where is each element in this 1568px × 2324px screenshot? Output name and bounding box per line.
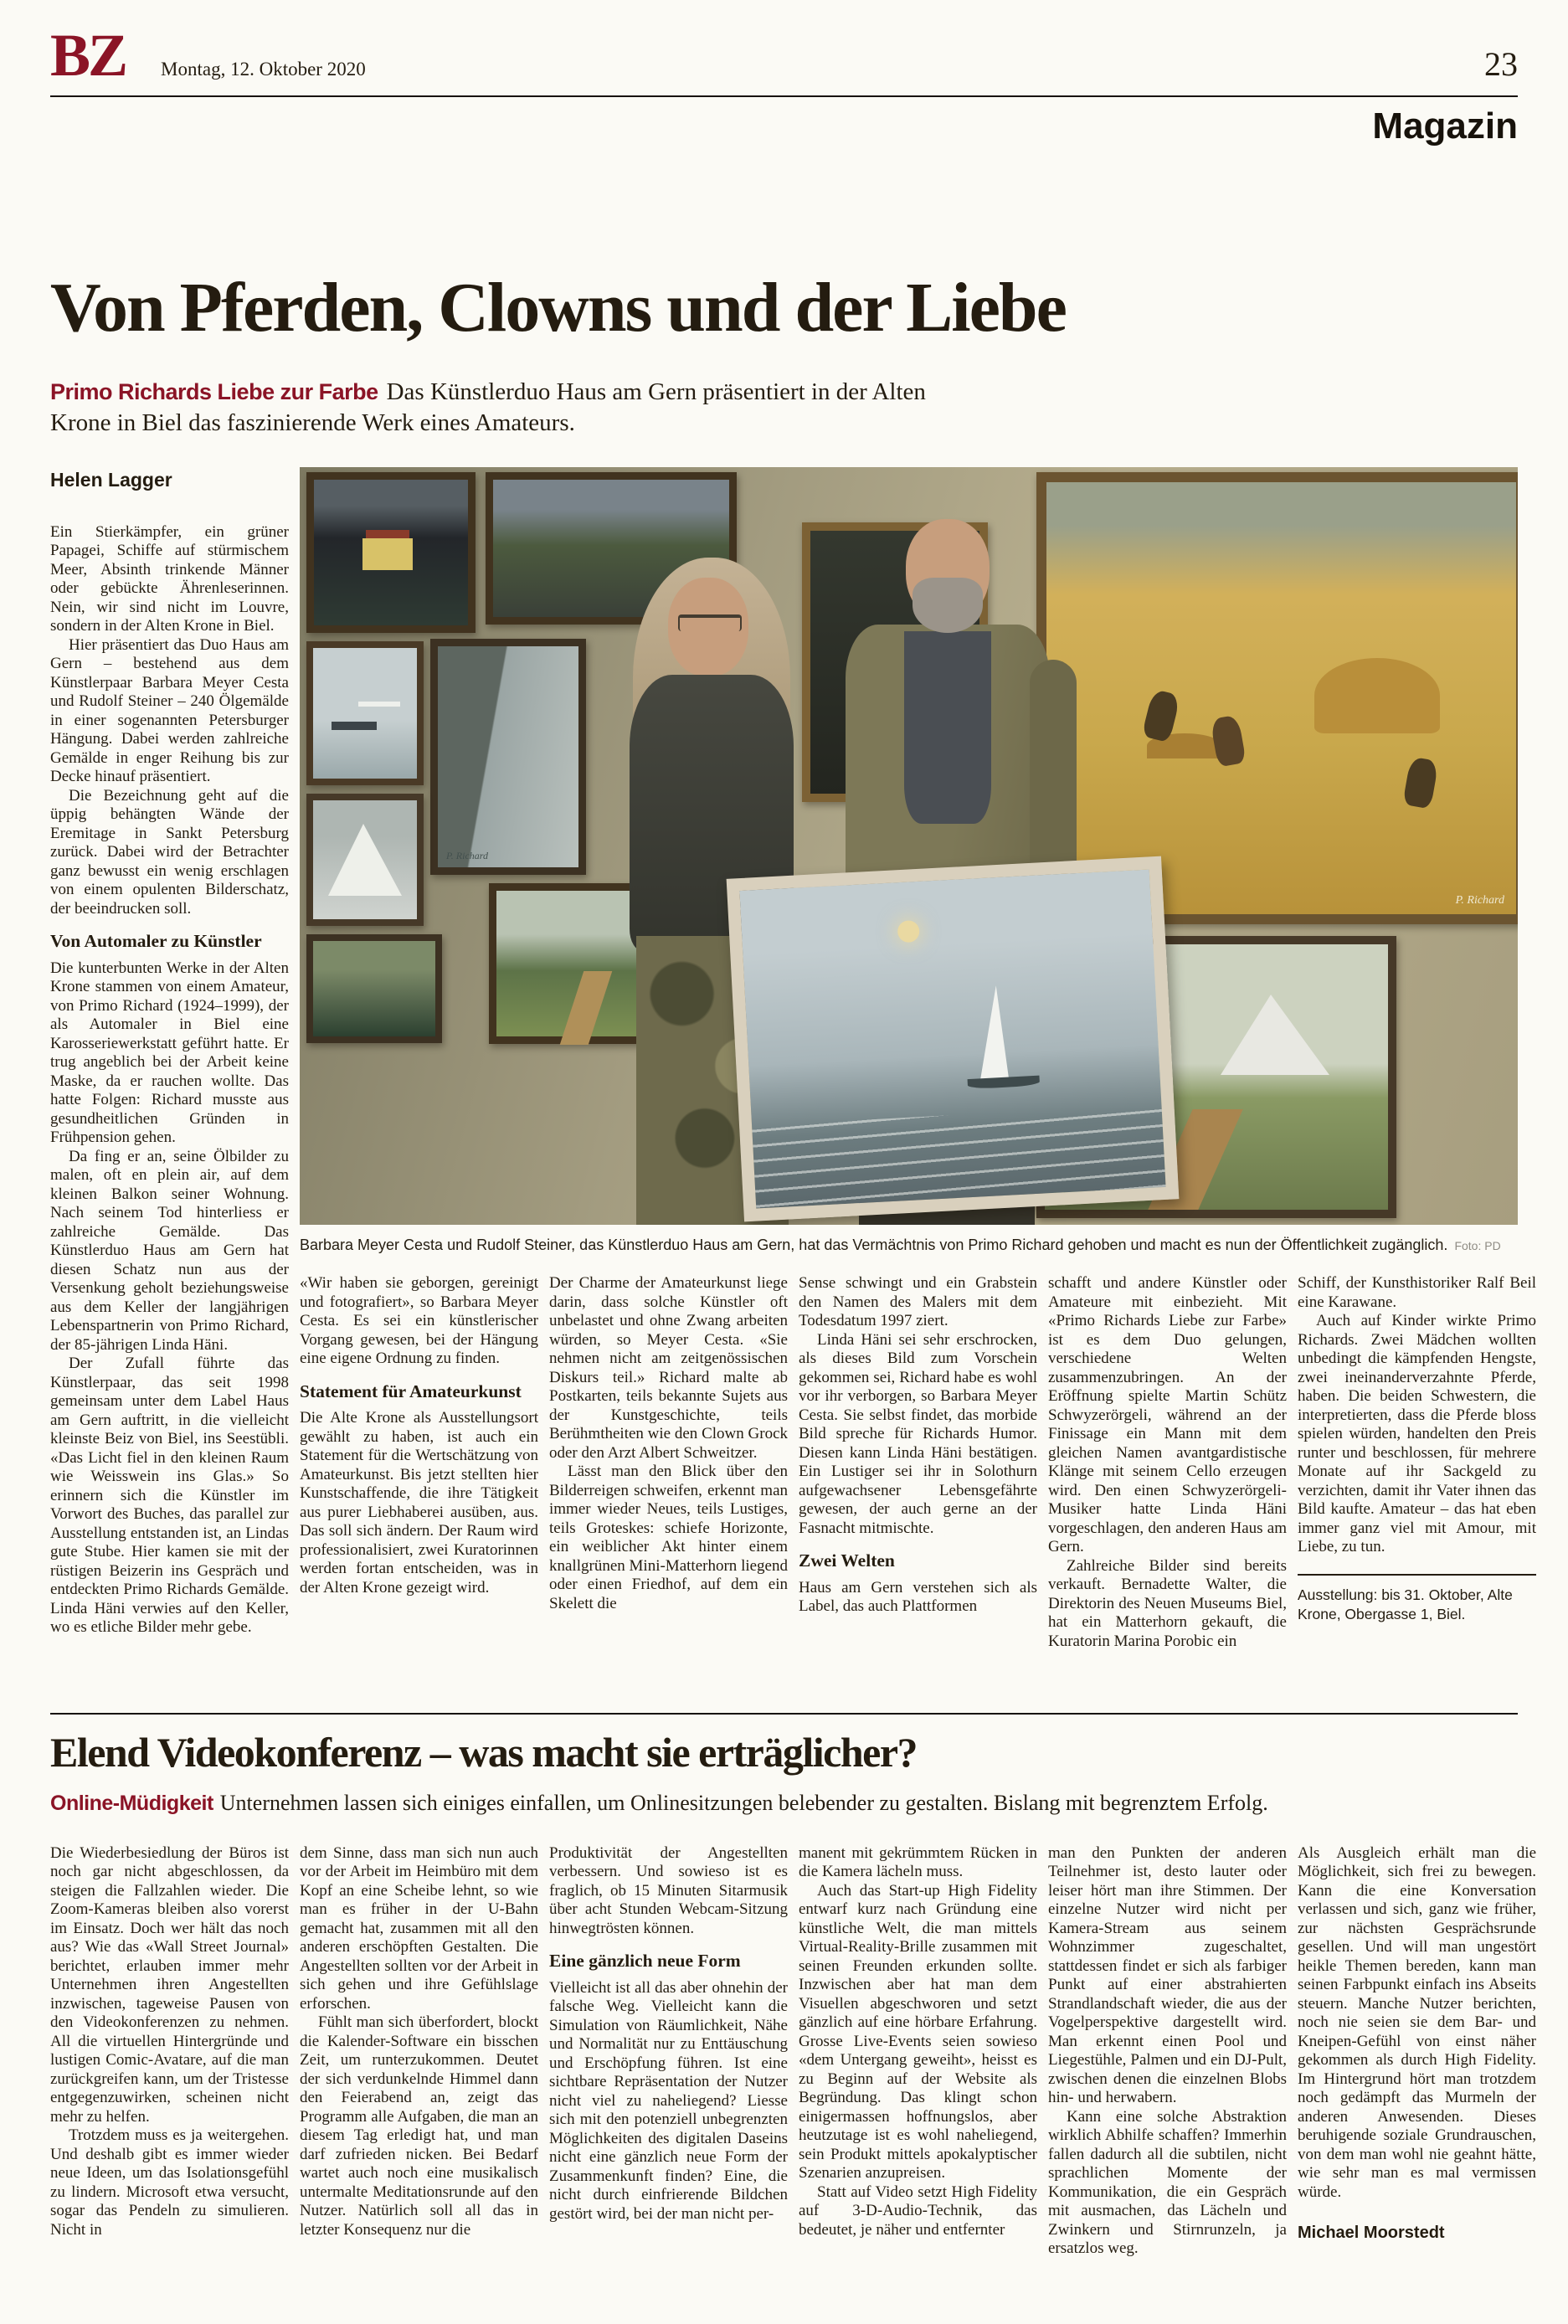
body-paragraph: Sense schwingt und ein Grabstein den Namen des Malers mit dem Todesdatum 1997 ziert. bbox=[799, 1274, 1037, 1330]
column-subhead: Eine gänzlich neue Form bbox=[549, 1951, 741, 1972]
body-paragraph: Die Alte Krone als Ausstellungsort gewählt zu haben, ist auch ein Statement für die Wertschätzung von Amateurkunst. Bis jetzt stellten hier Kunstschaffende, die ihre Tätigkeit aus purer Liebhaberei ausüben, aus. Das soll sich ändern. Der Raum wird professionalisiert, zwei Kuratorinnen werden fortan entscheiden, was in der Alten Krone gezeigt wird. bbox=[300, 1409, 538, 1596]
article1-column-2 bbox=[300, 1274, 538, 1661]
article2-column-6 bbox=[1298, 1844, 1536, 2267]
painter-signature: P. Richard bbox=[446, 850, 488, 862]
body-paragraph: Fühlt man sich überfordert, blockt die Kalender-Software ein bisschen Zeit, um runterzukommen. Deutet der sich verdunkelnde Himmel dann den Feierabend an, zeigt das Programm alle Aufgaben, die man an diesem Tag erledigt hat, und man darf zufrieden nicken. Bei Bedarf wartet auch noch eine musikalisch untermalte Meditationsrunde auf den Nutzer. Natürlich soll all das in letzter Konsequenz nur die bbox=[300, 2013, 538, 2239]
article1-photo bbox=[300, 467, 1518, 1225]
body-paragraph: Zahlreiche Bilder sind bereits verkauft. Bernadette Walter, die Direktorin des Neuen Museums Biel, hat ein Matterhorn gekauft, die Kuratorin Marina Porobic ein bbox=[1048, 1556, 1287, 1650]
author-name: Michael Moorstedt bbox=[1298, 2224, 1445, 2243]
article1-column-1-text bbox=[50, 523, 289, 1638]
body-paragraph: Der Charme der Amateurkunst liege darin, dass solche Künstler oft unbelastet und ohne Zwang arbeiten würden, so Meyer Cesta. «Sie nehmen nicht am zeitgenössischen Diskurs teil.» Richard malte ab Postkarten, teils bekannte Sujets aus der Kunstgeschichte, teils Berühmtheiten wie den Clown Grock oder den Arzt Albert Schweitzer. bbox=[549, 1274, 788, 1462]
gleaner-figure bbox=[1402, 757, 1439, 810]
body-paragraph: schafft und andere Künstler oder Amateure mit einbezieht. Mit «Primo Richards Liebe zur Farbe» ist es dem Duo gelungen, verschiedene Welten zusammenzubringen. An der Eröffnung spielte Martin Schütz Schwyzerörgeli, während an der Finissage ein Mann mit dem gleichen Namen avantgardistische Klänge mit seinem Cello erzeugen wird. Den einen Schwyzerörgeli-Musiker hatte Linda Häni vorgeschlagen, den anderen Haus am Gern. bbox=[1048, 1274, 1287, 1556]
article1-column-3 bbox=[549, 1274, 788, 1661]
body-paragraph: Die Bezeichnung geht auf die üppig behängten Wände der Eremitage in Sankt Petersburg zurück. Dabei wird der Betrachter ganz bewusst ein wenig erschlagen von einem opulenten Bilderschatz, der beeindrucken soll. bbox=[50, 786, 289, 918]
body-paragraph: Als Ausgleich erhält man die Möglichkeit, sich frei zu bewegen. Kann die eine Konversation verlassen und sich, ganz wie früher, zur nächsten Gesprächsrunde gesellen. Und will man ungestört heikle Themen bereden, kann man seinen Farbpunkt einfach ins Abseits steuern. Manche Nutzer berichten, noch nie seien sie dem Bar- und Kneipen-Gefühl von einst näher gekommen als durch High Fidelity. Im Hintergrund hört man trotzdem noch gedämpft das Murmeln der anderen Anwesenden. Dieses beruhigende soziale Grundrauschen, von dem man wohl nie geahnt hätte, wie sehr man es mal vermissen würde. bbox=[1298, 1843, 1536, 2201]
column-subhead: Zwei Welten bbox=[799, 1550, 895, 1571]
body-paragraph: Die kunterbunten Werke in der Alten Krone stammen von einem Amateur, von Primo Richard (1924–1999), der als Automaler in Biel eine Karosseriewerkstatt geführt hatte. Er trug angeblich bei der Arbeit keine Maske, da er rauchen wollte. Das hatte Folgen: Richard musste aus gesundheitlichen Gründen in Frühpension gehen. bbox=[50, 959, 289, 1147]
sailboat-hull bbox=[967, 1076, 1040, 1089]
body-paragraph: Produktivität der Angestellten verbessern. Und sowieso ist es fraglich, ob 15 Minuten Sitarmusik über acht Stunden Webcam-Sitzung hinwegtrösten können. bbox=[549, 1843, 788, 1937]
photo-credit: Foto: PD bbox=[1454, 1239, 1501, 1253]
column-subhead: Von Automaler zu Künstler bbox=[50, 931, 262, 952]
body-paragraph: Hier präsentiert das Duo Haus am Gern – bestehend aus dem Künstlerpaar Barbara Meyer Cesta und Rudolf Steiner – 240 Ölgemälde in einer sogenannten Petersburger Hängung. Dabei werden zahlreiche Gemälde in enger Reihung bis zur Decke hinauf präsentiert. bbox=[50, 635, 289, 786]
body-paragraph: Der Zufall führte das Künstlerpaar, das seit 1998 gemeinsam unter dem Label Haus am Gern auftritt, in die vielleicht kleinste Beiz von Biel, ins Seestübli. «Das Licht fiel in den kleinen Raum wie Weisswein ins Glas.» So erinnern sich die Künstler im Vorwort des Buches, das parallel zur Ausstellung entstanden ist, an Lindas gute Stube. Hier kamen sie mit der rüstigen Beizerin ins Gespräch und entdeckten Primo Richards Gemälde. Linda Häni verwies auf den Keller, wo es etliche Bilder mehr gebe. bbox=[50, 1355, 289, 1637]
body-paragraph: Haus am Gern verstehen sich als Label, das auch Plattformen bbox=[799, 1578, 1037, 1616]
sea-waves bbox=[752, 1104, 1165, 1208]
woman-glasses bbox=[678, 614, 742, 631]
article2-column-3 bbox=[549, 1844, 788, 2267]
article1-column-6 bbox=[1298, 1274, 1536, 1661]
body-paragraph: Da fing er an, seine Ölbilder zu malen, oft en plein air, auf dem kleinen Balkon seiner Wohnung. Nach seinem Tod hinterliess er zahlreiche Gemälde. Das Künstlerduo Haus am Gern hat diesen Schatz nun aus der Versenkung geholt beziehungsweise aus dem Keller der langjährigen Lebenspartnerin von Primo Richard, der 85-jährigen Linda Häni. bbox=[50, 1147, 289, 1354]
body-paragraph: Ein Stierkämpfer, ein grüner Papagei, Schiffe auf stürmischem Meer, Absinth trinkende Männer oder gebückte Ährenleserinnen. Nein, wir sind nicht im Louvre, sondern in der Alten Krone in Biel. bbox=[50, 522, 289, 635]
section-title: Magazin bbox=[1372, 105, 1518, 147]
article1-right-area bbox=[300, 467, 1536, 1691]
article1-byline: Helen Lagger bbox=[50, 469, 172, 491]
painting-mountain-peak bbox=[306, 794, 424, 926]
article2-columns bbox=[50, 1843, 1536, 2267]
painting-boats bbox=[306, 641, 424, 785]
article-videokonferenz bbox=[50, 1728, 1536, 2267]
body-paragraph: Auch auf Kinder wirkte Primo Richards. Zwei Mädchen wollten unbedingt die kämpfenden Hengste, zwei ineinanderverzahnte Pferde, haben. Die beiden Schwestern, die interpretierten, dass die Pferde bloss spielen würden, handelten den Preis runter und beschlossen, für mehrere Monate auf ihr Sackgeld zu verzichten, damit ihr Vater ihnen das Bild kaufte. Amateur – das hat eben immer ganz viel mit Amour, mit Liebe, zu tun. bbox=[1298, 1312, 1536, 1556]
article2-lead bbox=[50, 1790, 1518, 1818]
painter-signature: P. Richard bbox=[1455, 894, 1504, 907]
photo-caption bbox=[300, 1237, 1518, 1254]
painting-green-landscape bbox=[306, 934, 442, 1043]
bz-logo: BZ bbox=[50, 22, 126, 89]
article1-headline: Von Pferden, Clowns und der Liebe bbox=[50, 269, 1066, 347]
article1-kicker: Primo Richards Liebe zur Farbe bbox=[50, 379, 378, 404]
article2-column-1 bbox=[50, 1844, 289, 2267]
article1-columns-2-6 bbox=[300, 1274, 1536, 1661]
article2-headline: Elend Videokonferenz – was macht sie erträglicher? bbox=[50, 1729, 918, 1776]
article2-lead-text: Unternehmen lassen sich einiges einfallen, um Onlinesitzungen belebender zu gestalten. Bislang mit begrenztem Erfolg. bbox=[219, 1791, 1268, 1816]
article1-body bbox=[50, 467, 1536, 1691]
photo-caption-text: Barbara Meyer Cesta und Rudolf Steiner, das Künstlerduo Haus am Gern, hat das Vermächtnis von Primo Richard gehoben und macht es nun der Öffentlichkeit zugänglich. bbox=[300, 1237, 1448, 1254]
masthead-rule bbox=[50, 95, 1518, 97]
article2-column-4 bbox=[799, 1844, 1037, 2267]
body-paragraph: Lässt man den Blick über den Bilderreigen schweifen, erkennt man immer wieder Neues, teils Lustiges, teils Groteskes: schiefe Horizonte, ein weiblicher Akt hinter einem knallgrünen Mini-Matterhorn liegend oder einen Friedhof, auf dem ein Skelett die bbox=[549, 1463, 788, 1612]
issue-date: Montag, 12. Oktober 2020 bbox=[161, 59, 366, 80]
body-paragraph: dem Sinne, dass man sich nun auch vor der Arbeit im Heimbüro mit dem Kopf an eine Scheibe lehnt, so wie man es früher in der U-Bahn gemacht hat, zusammen mit all den anderen erschöpften Gestalten. Die Angestellten sollten vor der Arbeit in sich gehen und ihre Gefühlslage erforschen. bbox=[300, 1843, 538, 2013]
man-beard bbox=[913, 578, 983, 633]
sailboat-sail bbox=[974, 985, 1010, 1086]
article-primo-richard bbox=[50, 269, 1536, 1691]
body-paragraph: Die Wiederbesiedlung der Büros ist noch gar nicht abgeschlossen, da steigen die Fallzahlen wieder. Die Zoom-Kameras bleiben also vorerst im Einsatz. Doch wer hält das noch aus? Wie das «Wall Street Journal» berichtet, erlauben immer mehr Unternehmen ihren Angestellten inzwischen, tageweise Pausen von den Videokonferenzen zu nehmen. All die virtuellen Hintergründe und lustigen Comic-Avatare, auf die man zurückgreifen kann, um der Tristesse entgegenzuwirken, scheinen nicht mehr zu helfen. bbox=[50, 1843, 289, 2126]
body-paragraph: Statt auf Video setzt High Fidelity auf 3-D-Audio-Technik, das bedeutet, je näher und entfernter bbox=[799, 2183, 1037, 2239]
article1-column-4 bbox=[799, 1274, 1037, 1661]
body-paragraph: Schiff, der Kunsthistoriker Ralf Beil eine Karawane. bbox=[1298, 1274, 1536, 1311]
haystack-shape bbox=[1314, 658, 1440, 733]
body-paragraph: Vielleicht ist all das aber ohnehin der falsche Weg. Vielleicht kann die Simulation von Räumlichkeit, Nähe und Normalität nur zu Enttäuschung und Erschöpfung führen. Ist eine sichtbare Repräsentation der Nutzer nicht viel zu naheliegend? Liesse sich mit den potenziell unbegrenzten Möglichkeiten des digitalen Daseins nicht eine gänzlich neue Form der Zusammenkunft finden? Eine, die nicht durch einfrierende Bildchen gestört wird, bei der man nicht per- bbox=[549, 1978, 788, 2223]
article1-lead-text: Das Künstlerduo Haus am Gern präsentiert in der Alten Krone in Biel das faszinierende Werk eines Amateurs. bbox=[50, 378, 926, 437]
mountain-shape bbox=[1221, 995, 1329, 1075]
body-paragraph: man den Punkten der anderen Teilnehmer ist, desto lauter oder leiser hört man ihre Stimmen. Der einzelne Nutzer wird nicht per Kamera-Stream aus seinem Wohnzimmer zugeschaltet, stattdessen findet er sich als farbiger Punkt auf einer abstrahierten Strandlandschaft wieder, die aus der Vogelperspektive dargestellt wird. Man erkennt einen Pool und Liegestühle, Palmen und ein DJ-Pult, zwischen denen die einzelnen Blobs hin- und herwabern. bbox=[1048, 1843, 1287, 2107]
column-rule bbox=[1298, 1574, 1536, 1576]
body-paragraph: «Wir haben sie geborgen, gereinigt und fotografiert», so Barbara Meyer Cesta. Es sei ein künstlerischer Vorgang gewesen, bei der Hängung eine eigene Ordnung zu finden. bbox=[300, 1274, 538, 1368]
masthead bbox=[50, 22, 1518, 89]
held-sailboat-painting bbox=[727, 856, 1180, 1222]
article1-column-5 bbox=[1048, 1274, 1287, 1661]
painting-dark-house bbox=[306, 472, 476, 633]
body-paragraph: Auch das Start-up High Fidelity entwarf kurz nach Gründung eine künstliche Welt, die man mittels Virtual-Reality-Brille zusammen mit seinen Freunden erkunden sollte. Inzwischen aber hat man dem Visuellen abgeschworen und setzt gänzlich auf eine hörbare Erfahrung. Grosse Live-Events seien sowieso «dem Untergang geweiht», heisst es zu Beginn auf der Website als Begründung. Das klingt schon einigermassen hoffnungslos, aber heutzutage ist es wohl naheliegend, sein Produkt mittels apokalyptischer Szenarien anzupreisen. bbox=[799, 1881, 1037, 2183]
article2-column-5 bbox=[1048, 1844, 1287, 2267]
man-dark-shirt bbox=[904, 631, 991, 824]
gleaner-figure bbox=[1210, 715, 1247, 768]
painting-gleaners-field bbox=[1036, 472, 1518, 924]
body-paragraph: Trotzdem muss es ja weitergehen. Und deshalb gibt es immer wieder neue Ideen, um das Isolationsgefühl zu lindern. Microsoft etwa versucht, sogar das Pendeln zu simulieren. Nicht in bbox=[50, 2126, 289, 2239]
article1-lead bbox=[50, 377, 988, 439]
masthead-left bbox=[50, 22, 366, 89]
page-number: 23 bbox=[1484, 45, 1518, 83]
painting-cliff-seascape bbox=[430, 639, 586, 875]
gleaner-figure bbox=[1141, 689, 1180, 743]
article2-kicker: Online-Müdigkeit bbox=[50, 1792, 213, 1816]
article1-column-1 bbox=[50, 467, 289, 1691]
article2-column-2 bbox=[300, 1844, 538, 2267]
body-paragraph: Linda Häni sei sehr erschrocken, als dieses Bild zum Vorschein gekommen sei, Richard habe es wohl vor ihr verborgen, so Barbara Meyer Cesta. Sie selbst findet, das morbide Bild spreche für Richards Humor. Diesen kann Linda Häni bestätigen. Ein Lustiger sei ihr in Solothurn aufgewachsener Lebensgefährte gewesen, der auch gerne an der Fasnacht mitmischte. bbox=[799, 1330, 1037, 1537]
article-divider-rule bbox=[50, 1713, 1518, 1715]
body-paragraph: manent mit gekrümmtem Rücken in die Kamera lächeln muss. bbox=[799, 1843, 1037, 1881]
exhibition-note: Ausstellung: bis 31. Oktober, Alte Krone, Obergasse 1, Biel. bbox=[1298, 1586, 1513, 1622]
column-subhead: Statement für Amateurkunst bbox=[300, 1381, 522, 1401]
body-paragraph: Kann eine solche Abstraktion wirklich Abhilfe schaffen? Immerhin fallen dadurch all die subtilen, nicht sprachlichen Momente der Kommunikation, die ein Gespräch mit ausmachen, das Lächeln und Zwinkern und Stirnrunzeln, ja ersatzlos weg. bbox=[1048, 2107, 1287, 2258]
moon-shape bbox=[897, 920, 920, 943]
